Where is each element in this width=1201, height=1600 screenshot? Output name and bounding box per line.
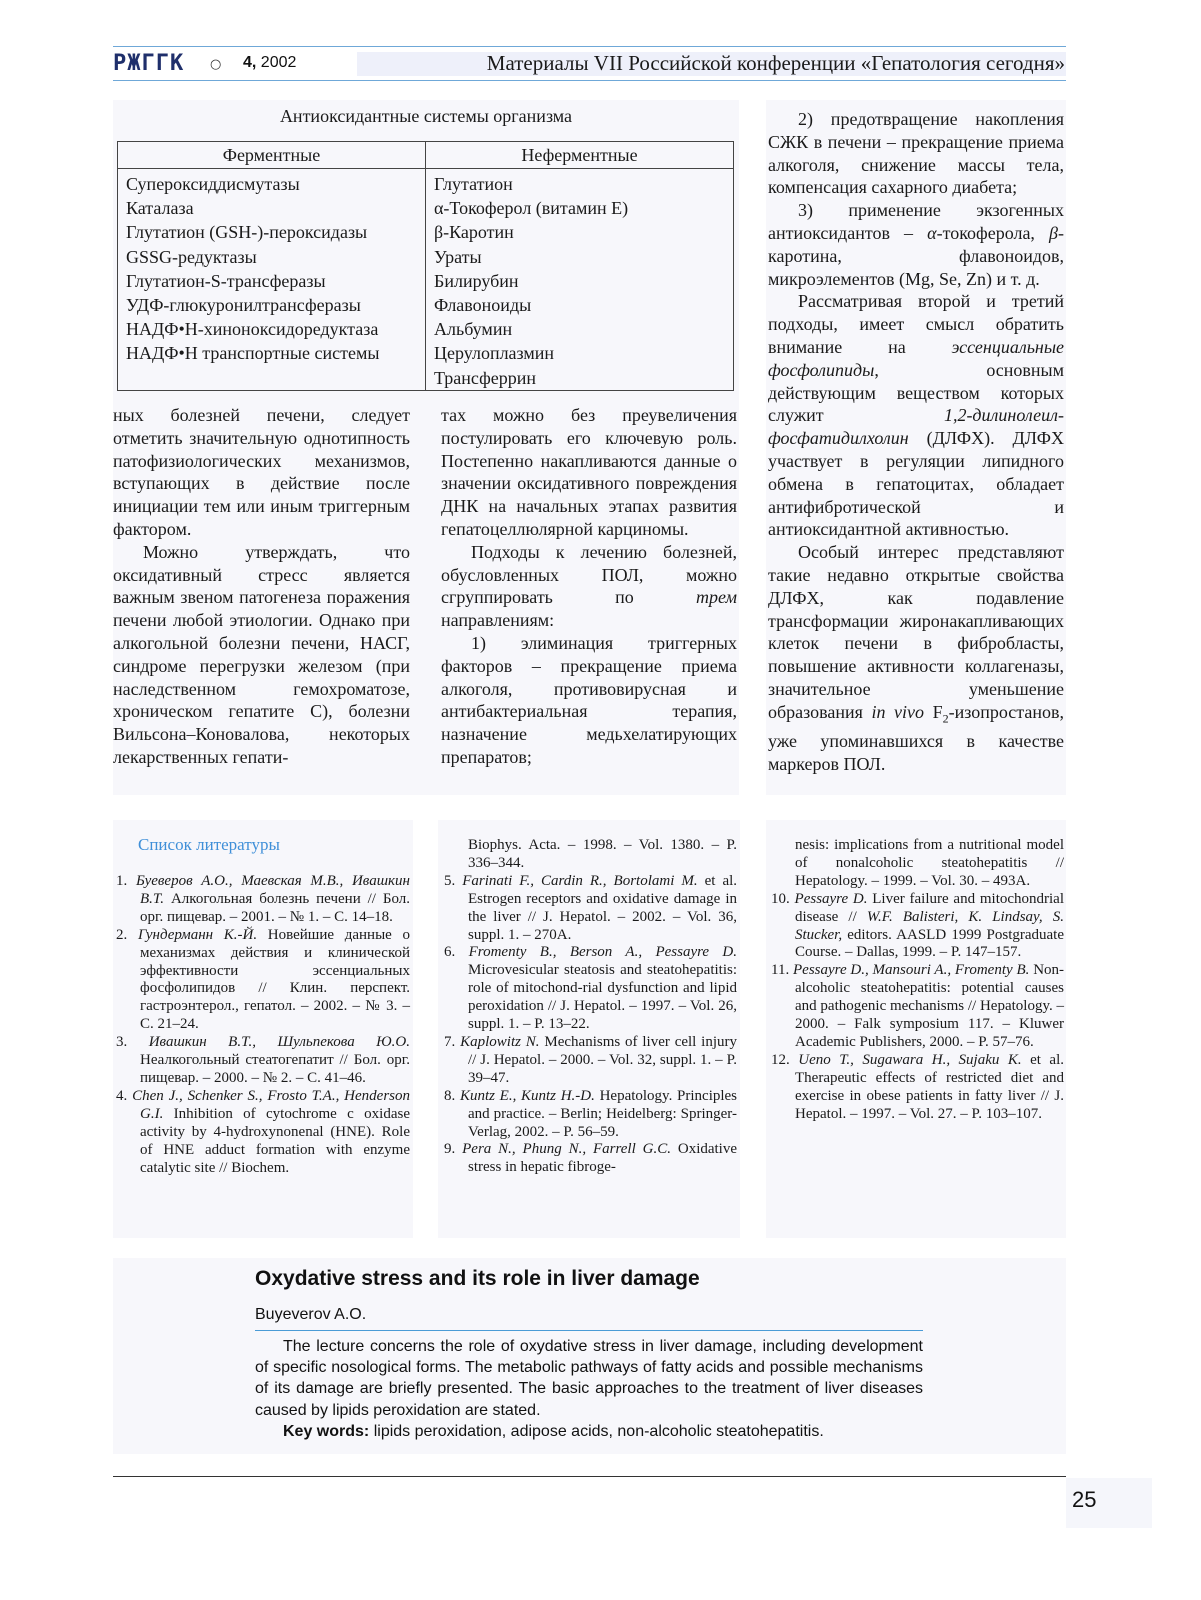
table-cell: Глутатион-S-трансферазы xyxy=(126,270,326,291)
paragraph xyxy=(768,290,1064,541)
paragraph xyxy=(441,541,737,632)
text-run: -изопростанов, уже упоминавшихся в качестве маркеров ПОЛ. xyxy=(768,701,1065,774)
table-cell: β-Каротин xyxy=(434,222,514,243)
ref-authors: W.F. Balisteri, K. Lindsay, S. Stucker, xyxy=(795,908,1064,943)
text-run: Рассматривая второй и третий подходы, имеет смысл обратить внимание на xyxy=(768,291,1064,357)
ref-authors: Pessayre D. xyxy=(794,890,868,907)
ref-authors: Гундерманн К.-Й. xyxy=(137,926,258,943)
table-cell: Супероксиддисмутазы xyxy=(126,174,300,194)
table-cell: Церулоплазмин xyxy=(434,343,555,364)
ref-text: Алкогольная болезнь печени // Бол. орг. пищевар. – 2001. – № 1. – С. 14–18. xyxy=(140,890,410,925)
ref-text: et al. Estrogen receptors and oxidative damage in the liver // J. Hepatol. – 2002. – Vol. 36, suppl. 1. – 270A. xyxy=(468,872,738,943)
footer-rule xyxy=(113,1476,1066,1477)
ref-text: Hepatology. Principles and practice. – Berlin; Heidelberg: Springer-Verlag, 2002. – P. 56–59. xyxy=(468,1087,738,1140)
keywords xyxy=(255,1421,923,1442)
table-cell: α-Токоферол (витамин Е) xyxy=(434,198,629,219)
ref-authors: Chen J., Schenker S., Frosto T.A., Henderson G.I. xyxy=(132,1087,411,1122)
ref-number: 5. xyxy=(444,872,456,889)
table-cell: Глутатион (GSH-)-пероксидазы xyxy=(126,222,368,243)
journal-logo: РЖГГК xyxy=(113,51,185,76)
reference-item xyxy=(113,1034,410,1088)
abstract-rule xyxy=(255,1330,923,1331)
paragraph xyxy=(768,199,1064,290)
table-col-nonenzymatic xyxy=(426,169,734,391)
ref-text: Non-alcoholic steatohepatitis: potential causes and pathogenic mechanisms // Hepatology. – 2000. – Falk symposium 117. – Kluwer Academic Publishers, 2000. – P. 57–76. xyxy=(795,962,1065,1050)
table-cell: Флавоноиды xyxy=(434,295,532,316)
reference-continuation: nesis: implications from a nutritional model of nonalcoholic steatohepatitis // Hepatology. – 1999. – Vol. 30. – 493A. xyxy=(795,837,1064,889)
ref-authors: Kaplowitz N. xyxy=(460,1033,540,1050)
reference-item xyxy=(768,962,1064,1052)
ref-number: 10. xyxy=(771,890,790,907)
page-number: 25 xyxy=(1072,1487,1097,1512)
table-cell: Билирубин xyxy=(434,270,519,291)
ref-number: 2. xyxy=(116,926,128,943)
references-title: Список литературы xyxy=(138,835,280,854)
paragraph: ных болезней печени, следует отметить значительную однотипность патофизиологических механизмов, вступающих в действие после инициации тем или иным триггерным фактором. xyxy=(113,405,410,539)
text-column-3 xyxy=(768,108,1064,776)
conference-title: Материалы VII Российской конференции «Гепатология сегодня» xyxy=(486,51,1065,75)
greek-beta: β xyxy=(1049,222,1058,243)
ref-text: Новейшие данные о механизмах действия и клинической эффективности эссенциальных фосфолипидов // Клин. перспект. гастроэнтерол., гепатол. – 2002. – № 3. – С. 21–24. xyxy=(140,926,411,1033)
abstract-body xyxy=(255,1336,923,1442)
ref-number: 12. xyxy=(771,1051,790,1068)
table-cell: Ураты xyxy=(434,246,482,267)
references-column-1 xyxy=(113,873,410,1177)
reference-item xyxy=(768,891,1064,963)
reference-continuation: Biophys. Acta. – 1998. – Vol. 1380. – P. 336–344. xyxy=(468,837,737,871)
issue-info xyxy=(243,54,296,72)
issue-number: 4, xyxy=(243,54,257,71)
ref-number: 1. xyxy=(116,873,128,889)
ref-number: 3. xyxy=(116,1034,128,1051)
ref-text: Mechanisms of liver cell injury // J. Hepatol. – 2000. – Vol. 32, suppl. 1. – P. 39–47. xyxy=(468,1033,738,1086)
issue-year: 2002 xyxy=(260,54,297,71)
reference-item xyxy=(441,1141,737,1177)
text-run: F xyxy=(932,701,943,722)
ref-text: Inhibition of cytochrome c oxidase activity by 4-hydroxynonenal (HNE). Role of HNE adduct formation with enzyme catalytic site // Biochem. xyxy=(140,1105,410,1176)
emphasis: 1,2-дилинолеил-фосфатидилхолин xyxy=(768,405,1064,449)
table-cell: Трансферрин xyxy=(434,367,537,388)
reference-item xyxy=(113,1088,410,1178)
table-header-enzymatic: Ферментные xyxy=(118,142,426,169)
ref-text: et al. Therapeutic effects of restricted diet and exercise in obese patients in fatty liver // J. Hepatol. – 1997. – Vol. 27. – P. 103–107. xyxy=(795,1051,1064,1122)
abstract-title: Oxydative stress and its role in liver damage xyxy=(255,1267,700,1290)
ref-number: 8. xyxy=(444,1087,456,1104)
text-run: -токоферола, xyxy=(936,222,1035,243)
emphasis: in vivo xyxy=(871,701,925,722)
ref-authors: Pera N., Phung N., Farrell G.C. xyxy=(462,1141,671,1158)
paragraph: 1) элиминация триггерных факторов – прекращение приема алкоголя, противовирусная и антибактериальная терапия, назначение медьхелатирующих препаратов; xyxy=(441,632,737,767)
table-header-nonenzymatic: Неферментные xyxy=(426,142,734,169)
ref-text: Неалкогольный стеатогепатит // Бол. орг. пищевар. – 2000. – № 2. – С. 41–46. xyxy=(140,1052,410,1086)
abstract-author: Buyeverov A.O. xyxy=(255,1306,367,1323)
ref-text: Liver failure and mitochondrial disease // xyxy=(795,890,1065,925)
ref-authors: Farinati F., Cardin R., Bortolami M. xyxy=(462,872,698,889)
table-cell: НАДФ•Н транспортные системы xyxy=(126,343,380,364)
ref-text: editors. AASLD 1999 Postgraduate Course. – Dallas, 1999. – P. 147–157. xyxy=(795,926,1064,961)
ref-number: 9. xyxy=(444,1141,456,1158)
text-run: -каротина, флавоноидов, микроэлементов (Mg, Se, Zn) и т. д. xyxy=(768,222,1064,289)
ref-number: 7. xyxy=(444,1033,456,1050)
ref-text: Oxidative stress in hepatic fibroge- xyxy=(468,1141,738,1176)
ref-authors: Pessayre D., Mansouri A., Fromenty B. xyxy=(793,962,1030,979)
text-run: направлениям: xyxy=(441,610,555,631)
reference-item xyxy=(441,873,737,945)
references-column-2 xyxy=(441,837,737,1177)
ref-text: Microvesicular steatosis and steatohepatitis: role of mitochond-rial dysfunction and lipid peroxidation // J. Hepatol. – 1997. – Vol. 26, suppl. 1. – P. 13–22. xyxy=(468,962,737,1033)
reference-item xyxy=(441,1088,737,1142)
table-col-enzymatic xyxy=(118,169,426,391)
ref-number: 4. xyxy=(116,1087,128,1104)
table-cell: Глутатион xyxy=(434,174,513,194)
table-cell: GSSG-редуктазы xyxy=(126,246,257,267)
keywords-text: lipids peroxidation, adipose acids, non-alcoholic steatohepatitis. xyxy=(373,1422,824,1440)
reference-item xyxy=(441,1034,737,1088)
emphasis: эссенциальные фосфолипиды xyxy=(768,336,1064,380)
text-run: Особый интерес представляют такие недавно открытые свойства ДЛФХ, как подавление трансформации жиронакапливающих клеток печени в фибробласты, повышение активности коллагеназы, значительное уменьшение образования xyxy=(768,542,1064,722)
ref-authors: Ивашкин В.Т., Шульпекова Ю.О. xyxy=(148,1034,410,1051)
abstract-text: The lecture concerns the role of oxydative stress in liver damage, including development of specific nosological forms. The metabolic pathways of fatty acids and possible mechanisms of its damage are briefly presented. The basic approaches to the treatment of liver diseases caused by lipids peroxidation are stated. xyxy=(255,1338,923,1419)
reference-item xyxy=(441,944,737,1034)
keywords-label: Key words: xyxy=(283,1422,370,1440)
reference-item xyxy=(113,927,410,1034)
text-run: (ДЛФХ). ДЛФХ участвует в регуляции липидного обмена в гепатоцитах, обладает антифибротической и антиоксидантной активностью. xyxy=(768,428,1064,540)
subscript: 2 xyxy=(942,711,949,726)
references-column-3 xyxy=(768,837,1064,1124)
table-cell: НАДФ•Н-хиноноксидоредуктаза xyxy=(126,319,379,340)
ref-number: 6. xyxy=(444,944,456,961)
text-run: , основным действующим веществом которых служит xyxy=(768,359,1064,426)
reference-item xyxy=(768,1052,1064,1124)
ref-authors: Ueno T., Sugawara H., Sujaku K. xyxy=(798,1051,1022,1068)
text-run: Подходы к лечению болезней, обусловленных ПОЛ, можно сгруппировать по xyxy=(441,541,737,608)
emphasis: трем xyxy=(695,587,737,608)
table-cell: УДФ-глюкуронилтрансферазы xyxy=(126,295,361,316)
text-run: 3) применение экзогенных антиоксидантов – xyxy=(768,200,1064,243)
header-bullet: ○ xyxy=(210,57,222,72)
text-column-2 xyxy=(441,404,737,769)
header-top-rule xyxy=(113,46,1066,47)
ref-number: 11. xyxy=(771,962,790,979)
header-bottom-rule xyxy=(113,80,1066,81)
paragraph: 2) предотвращение накопления СЖК в печени – прекращение приема алкоголя, снижение массы тела, компенсация сахарного диабета; xyxy=(768,109,1064,198)
antioxidant-table xyxy=(117,141,734,391)
ref-authors: Kuntz E., Kuntz H.-D. xyxy=(459,1087,595,1104)
paragraph xyxy=(768,541,1064,776)
ref-authors: Буеверов А.О., Маевская М.В., Ивашкин В.Т. xyxy=(135,873,411,907)
greek-alpha: α xyxy=(927,222,937,243)
ref-authors: Fromenty B., Berson A., Pessayre D. xyxy=(468,944,738,961)
table-cell: Каталаза xyxy=(126,198,194,219)
table-cell: Альбумин xyxy=(434,319,513,340)
paragraph: тах можно без преувеличения постулировать его ключевую роль. Постепенно накапливаются данные о значении оксидативного повреждения ДНК на начальных этапах развития гепатоцеллюлярной карциномы. xyxy=(441,405,737,539)
reference-item xyxy=(113,873,410,927)
text-column-1 xyxy=(113,404,410,769)
paragraph: Можно утверждать, что оксидативный стресс является важным звеном патогенеза поражения печени любой этиологии. Однако при алкогольной болезни печени, НАСГ, синдроме перегрузки железом (при наследственном гемохроматозе, хроническом гепатите С), болезни Вильсона–Коновалова, некоторых лекарственных гепати- xyxy=(113,541,410,767)
table-caption: Антиоксидантные системы организма xyxy=(279,106,573,126)
